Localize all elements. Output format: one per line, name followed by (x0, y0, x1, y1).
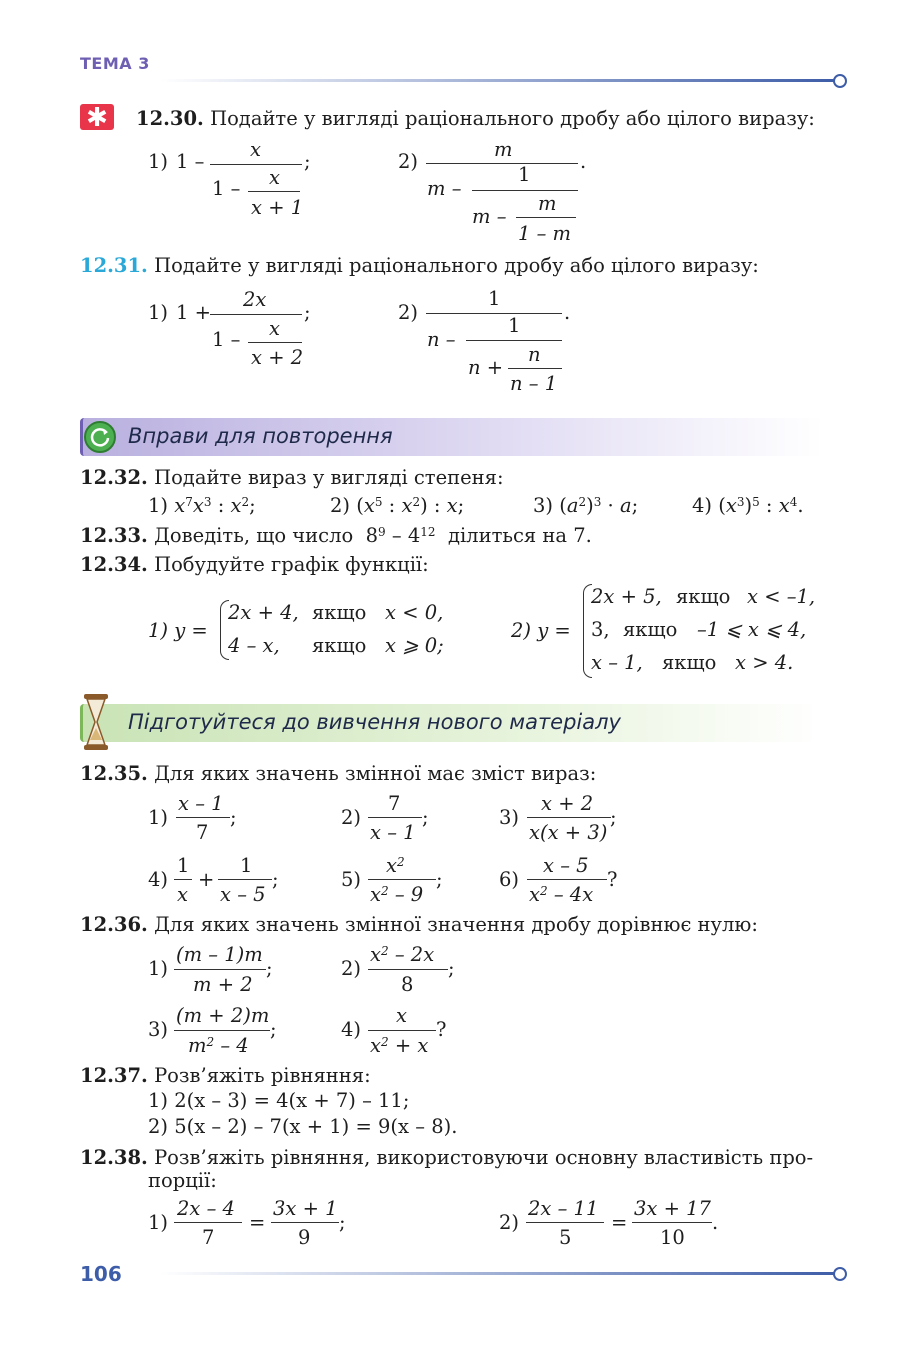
fraction-bar (176, 817, 230, 818)
exercise-12-38-items: 5 (559, 1226, 572, 1249)
exercise-12-36-items: $x^2 - 2x$ (370, 943, 435, 966)
exercise-12-35-items: 7 (388, 792, 401, 815)
problem-text: Розв’яжіть рівняння, використовуючи основну властивість про- (154, 1146, 814, 1169)
exercise-12-38-items: . (712, 1211, 719, 1234)
problem-text: Для яких значень змінної має зміст вираз: (154, 762, 597, 785)
fraction-denominator: x + 2 (251, 346, 304, 369)
exercise-12-36-items: (m – 1)m (176, 943, 263, 966)
piece: 2x + 4, (228, 601, 299, 624)
exercise-12-38-items: 9 (298, 1226, 311, 1249)
piece: x > 4. (735, 651, 794, 674)
exercise-12-36-items: 1) (148, 957, 169, 980)
fraction-numerator: 2x (243, 288, 267, 311)
exercise-12-36-items: ; (448, 957, 455, 980)
exercise-12-35-items: ? (607, 868, 618, 891)
exercise-12-36-items: 2) (341, 957, 362, 980)
exercise-12-35-items: 2) (341, 806, 362, 829)
equation: 1) 2(x – 3) = 4(x + 7) – 11; (148, 1089, 410, 1112)
problem-12-30 (136, 107, 815, 131)
fraction-numerator: x (269, 166, 280, 189)
header-rule (160, 79, 836, 82)
expr-part: 1 + (176, 301, 211, 324)
problem-number: 12.31. (80, 254, 148, 277)
exercise-12-35-items: 4) (148, 868, 169, 891)
problem-12-37 (80, 1064, 371, 1088)
fraction-bar (426, 313, 562, 314)
header-circle-icon (833, 74, 847, 88)
problem-number: 12.30. (136, 107, 204, 130)
fraction-bar (632, 1222, 712, 1223)
exercise-12-38-items: ; (339, 1211, 346, 1234)
problem-text: Для яких значень змінної значення дробу дорівнює нулю: (154, 913, 758, 936)
exercise-12-36-items: $m^2 - 4$ (188, 1034, 249, 1057)
piece: x – 1, (591, 651, 643, 674)
exercise-12-35-items: ; (272, 868, 279, 891)
problem-text: Розв’яжіть рівняння: (154, 1064, 371, 1087)
piece: 4 – x, (228, 634, 280, 657)
exercise-12-36-items: ? (436, 1018, 447, 1041)
exercise-12-36-items: ; (270, 1018, 277, 1041)
exercise-12-35-items: x + 2 (541, 792, 594, 815)
exercise-12-38-items: 10 (660, 1226, 685, 1249)
fraction-bar (368, 969, 448, 970)
exercise-12-35-items: $x^2 - 4x$ (529, 883, 594, 906)
exercise-12-35-items: x – 5 (543, 854, 589, 877)
fraction-bar (526, 1222, 604, 1223)
problem-number: 12.38. (80, 1146, 148, 1169)
hourglass-icon (82, 694, 110, 750)
exercise-12-35-items: 5) (341, 868, 362, 891)
fraction-bar (174, 879, 192, 880)
circular-arrow-icon (84, 421, 116, 453)
punct: . (580, 150, 587, 173)
expr-part: 1 – (212, 328, 241, 351)
exercise-12-35-items: x(x + 3) (529, 821, 608, 844)
expr-part: 1 – (212, 177, 241, 200)
fraction-denominator: 1 – m (518, 222, 572, 245)
exercise-12-36-items: 3) (148, 1018, 169, 1041)
exercise-12-35-items: x – 5 (220, 883, 266, 906)
exercise-12-35-items: 7 (196, 821, 209, 844)
exercise-12-38-items: 1) (148, 1211, 169, 1234)
problem-text: Подайте у вигляді раціонального дробу або цілого виразу: (210, 107, 815, 130)
problem-12-35 (80, 762, 596, 786)
topic-label: ТЕМА 3 (80, 54, 150, 73)
exercise-12-35-items: 3) (499, 806, 520, 829)
fraction-bar (174, 1222, 242, 1223)
fraction-bar (368, 1030, 436, 1031)
exercise-12-35-items: ; (422, 806, 429, 829)
problem-12-31 (80, 254, 759, 278)
item-label: 1) (148, 301, 169, 324)
fraction-bar (508, 368, 562, 369)
expression: $8^9 - 4^{12}$ (359, 524, 436, 547)
fraction-bar (218, 879, 272, 880)
problem-number: 12.32. (80, 466, 148, 489)
piece: якщо (623, 618, 678, 641)
fraction-bar (368, 817, 422, 818)
item-label: 2) (398, 301, 419, 324)
exercise-12-35-items: ; (230, 806, 237, 829)
problem-text: Побудуйте графік функції: (154, 553, 429, 576)
piece: якщо (662, 651, 717, 674)
fraction-numerator: n (528, 343, 541, 366)
fraction-bar (466, 340, 562, 341)
piece: –1 ⩽ x ⩽ 4, (697, 618, 807, 641)
item-label: 2) (398, 150, 419, 173)
section-title-prepare: Підготуйтеся до вивчення нового матеріалу (128, 710, 621, 734)
fraction-bar (426, 163, 578, 164)
section-title-repeat: Вправи для повторення (128, 424, 393, 448)
problem-text: Доведіть, що число (154, 524, 354, 547)
problem-text: Подайте вираз у вигляді степеня: (154, 466, 504, 489)
exercise-12-32-items: 3) $(a^2)^3 \cdot a$; (533, 494, 639, 517)
exercise-12-38-items: 7 (202, 1226, 215, 1249)
fraction-numerator: 1 (488, 287, 501, 310)
exercise-12-36-items: $x^2 + x$ (370, 1034, 429, 1057)
footer-circle-icon (833, 1267, 847, 1281)
problem-number: 12.34. (80, 553, 148, 576)
fraction-bar (248, 191, 300, 192)
problem-12-33 (80, 524, 592, 548)
exercise-12-35-items: 6) (499, 868, 520, 891)
exercise-12-32-items: 2) ($x^5$ : $x^2$) : x; (330, 494, 465, 517)
fraction-denominator: x + 1 (251, 196, 304, 219)
exercise-12-36-items: (m + 2)m (176, 1004, 270, 1027)
piece: 2x + 5, (591, 585, 662, 608)
page-number: 106 (80, 1262, 122, 1286)
item-label: 1) y = (148, 619, 208, 642)
fraction-bar (527, 817, 611, 818)
problem-text: Подайте у вигляді раціонального дробу або цілого виразу: (154, 254, 759, 277)
problem-number: 12.33. (80, 524, 148, 547)
equation: 2) 5(x – 2) – 7(x + 1) = 9(x – 8). (148, 1115, 458, 1138)
exercise-12-35-items: 1 (240, 854, 253, 877)
piece: якщо (312, 601, 367, 624)
exercise-12-35-items: $x^2 - 9$ (370, 883, 424, 906)
fraction-bar (210, 314, 302, 315)
exercise-12-38-items: = (249, 1211, 266, 1234)
fraction-bar (248, 342, 302, 343)
fraction-numerator: m (494, 138, 513, 161)
problem-text: ділиться на 7. (447, 524, 592, 547)
item-label: 1) (148, 150, 169, 173)
fraction-bar (210, 164, 302, 165)
exercise-12-36-items: 4) (341, 1018, 362, 1041)
exercise-12-35-items: x – 1 (370, 821, 416, 844)
exercise-12-36-items: ; (266, 957, 273, 980)
exercise-12-35-items: x – 1 (178, 792, 224, 815)
exercise-12-35-items: 1) (148, 806, 169, 829)
exercise-12-35-items: ; (436, 868, 443, 891)
piece: якщо (312, 634, 367, 657)
asterisk-icon: ✱ (80, 104, 114, 130)
exercise-12-38-items: 2x – 11 (528, 1197, 599, 1220)
footer-rule (160, 1272, 836, 1275)
piece: x < 0, (385, 601, 444, 624)
expr-part: n – (427, 328, 456, 351)
punct: ; (304, 301, 311, 324)
punct: ; (304, 150, 311, 173)
fraction-bar (368, 879, 436, 880)
problem-text: порції: (148, 1169, 217, 1192)
punct: . (564, 301, 571, 324)
exercise-12-35-items: x (177, 883, 188, 906)
fraction-bar (516, 217, 576, 218)
problem-12-36 (80, 913, 758, 937)
fraction-numerator: x (250, 138, 261, 161)
fraction-denominator: n – 1 (510, 372, 558, 395)
fraction-bar (174, 1030, 270, 1031)
exercise-12-35-items: $x^2$ (386, 854, 405, 877)
exercise-12-35-items: + (198, 868, 215, 891)
fraction-bar (271, 1222, 339, 1223)
exercise-12-32-items: 4) $(x^3)^5$ : $x^4$. (692, 494, 804, 517)
exercise-12-36-items: x (396, 1004, 407, 1027)
problem-12-38 (80, 1146, 813, 1170)
expr-part: m – (472, 205, 507, 228)
exercise-12-35-items: ; (610, 806, 617, 829)
expr-part: m – (427, 177, 462, 200)
exercise-12-38-items: 3x + 17 (634, 1197, 711, 1220)
exercise-12-35-items: 1 (177, 854, 190, 877)
problem-12-32 (80, 466, 504, 490)
expr-part: 1 – (176, 150, 205, 173)
fraction-bar (527, 879, 607, 880)
piece: x < –1, (747, 585, 816, 608)
exercise-12-38-items: 2x – 4 (177, 1197, 235, 1220)
exercise-12-36-items: m + 2 (193, 973, 253, 996)
item-label: 2) y = (511, 619, 571, 642)
exercise-12-38-items: 3x + 1 (273, 1197, 338, 1220)
fraction-numerator: 1 (518, 163, 531, 186)
fraction-numerator: 1 (508, 314, 521, 337)
problem-number: 12.35. (80, 762, 148, 785)
fraction-numerator: m (538, 192, 557, 215)
problem-number: 12.36. (80, 913, 148, 936)
problem-number: 12.37. (80, 1064, 148, 1087)
expr-part: n + (468, 356, 504, 379)
piece: якщо (676, 585, 731, 608)
piece: 3, (591, 618, 610, 641)
piece: x ⩾ 0; (385, 634, 444, 657)
exercise-12-38-items: = (611, 1211, 628, 1234)
exercise-12-36-items: 8 (401, 973, 414, 996)
fraction-numerator: x (269, 317, 280, 340)
fraction-bar (472, 190, 578, 191)
exercise-12-32-items: 1) $x^7x^3$ : $x^2$; (148, 494, 256, 517)
fraction-bar (174, 969, 266, 970)
problem-12-34 (80, 553, 429, 577)
exercise-12-38-items: 2) (499, 1211, 520, 1234)
